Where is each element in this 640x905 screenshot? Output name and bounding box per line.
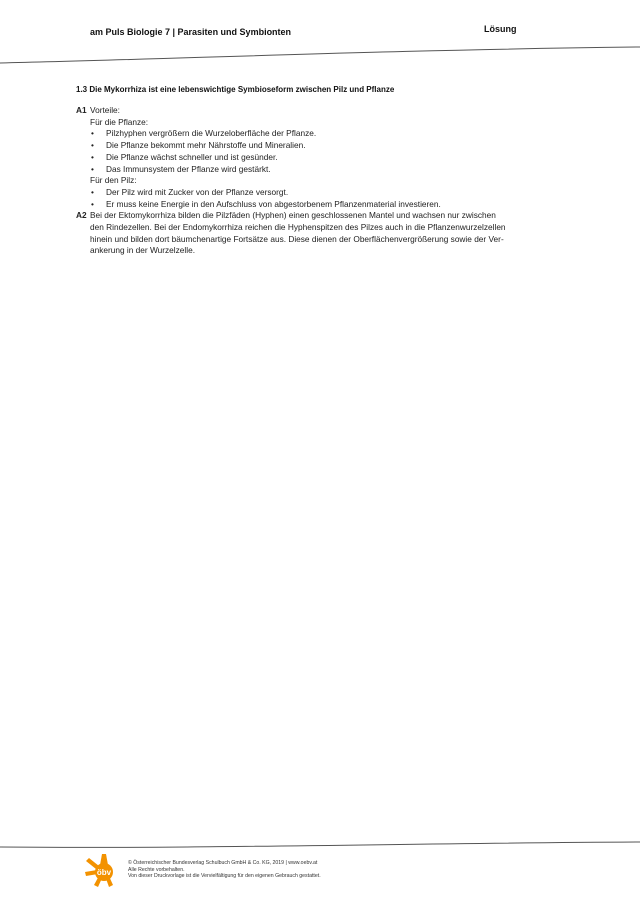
footer-line: Alle Rechte vorbehalten. [128,866,185,873]
content [76,105,556,257]
fungus-advantages-list [90,187,556,210]
task-label-a2: A2 [76,210,87,221]
header-solution-label: Lösung [484,24,517,34]
footer-line: Von dieser Druckvorlage ist die Vervielfältigung für den eigenen Gebrauch gestattet. [128,873,321,880]
answer-line: Bei der Ektomykorrhiza bilden die Pilzfäden (Hyphen) einen geschlossenen Mantel und wachsen nur zwischen [90,210,496,221]
list-item: • Die Pflanze bekommt mehr Nährstoffe und Mineralien. [90,140,556,152]
footer-line: © Österreichischer Bundesverlag Schulbuch GmbH & Co. KG, 2019 | www.oebv.at [128,860,318,866]
list-item: • Der Pilz wird mit Zucker von der Pflanze versorgt. [90,187,556,199]
list-item: • Pilzhyphen vergrößern die Wurzeloberfläche der Pflanze. [90,128,556,140]
plant-advantages-list [90,128,556,175]
header-title: am Puls Biologie 7 | Parasiten und Symbionten [90,27,292,37]
task-a1 [76,105,556,210]
section-title: 1.3 Die Mykorrhiza ist eine lebenswichtige Symbioseform zwischen Pilz und Pflanze [76,85,395,94]
task-a1-body [90,105,556,210]
logo-text: öbv [96,868,112,877]
footer-rule [0,837,640,853]
footer-copyright [128,860,321,880]
answer-line: ankerung in der Wurzelzelle. [90,245,195,256]
list-item: • Das Immunsystem der Pflanze wird gestärkt. [90,164,556,176]
oebv-logo [84,852,124,888]
answer-line: hinein und bilden dort bäumchenartige Fortsätze aus. Diese dienen der Oberflächenvergrößerung sowie der Ver- [90,233,504,244]
task-label-a1: A1 [76,105,87,115]
task-a2-body [90,210,556,257]
list-item: • Er muss keine Energie in den Aufschluss von abgestorbenem Pflanzenmaterial investieren. [90,199,556,211]
header-rule [0,44,640,68]
plant-heading: Für die Pflanze: [90,116,149,127]
task-a2 [76,210,556,257]
list-item: • Die Pflanze wächst schneller und ist gesünder. [90,152,556,164]
answer-line: den Rindezellen. Bei der Endomykorrhiza reichen die Hyphenspitzen des Pilzes auch in die Pflanzenwurzelzellen [90,222,506,233]
fungus-heading: Für den Pilz: [90,175,137,186]
advantages-heading: Vorteile: [90,105,120,115]
